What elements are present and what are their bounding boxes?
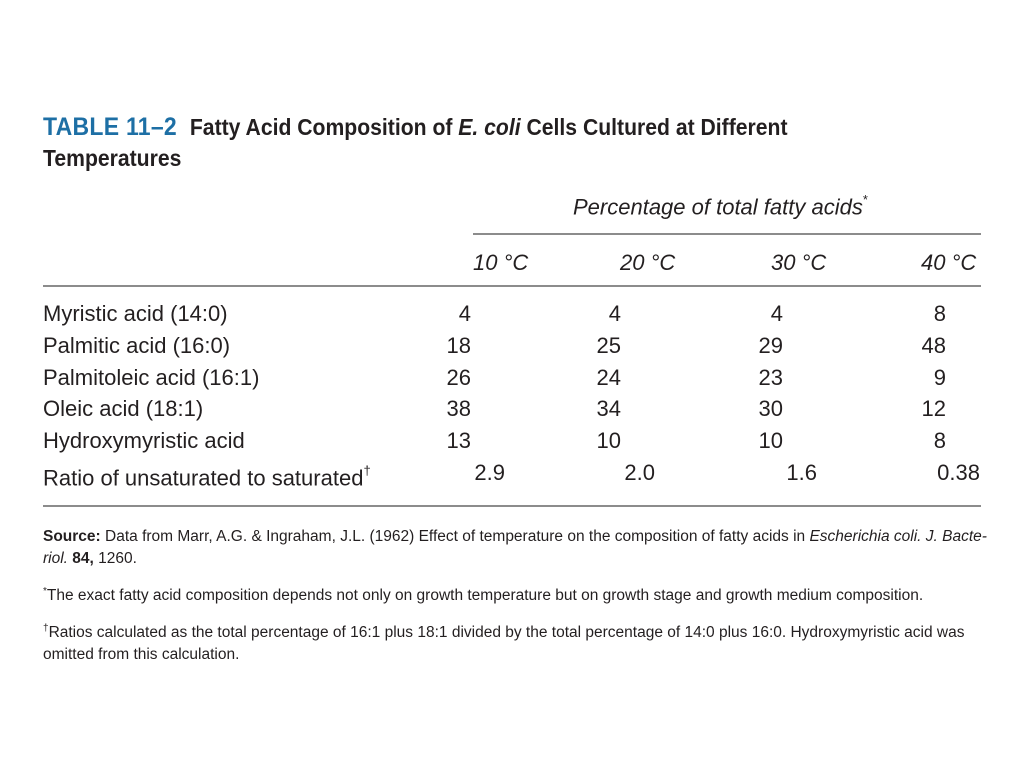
footnote-1 [43, 581, 993, 607]
table-row [43, 298, 981, 330]
row-label [43, 298, 228, 330]
table-cell: 8 [933, 428, 946, 454]
header-rule [43, 285, 981, 287]
table-cell: 0.38 [937, 460, 980, 485]
source-journal: Escherichia coli. J. Bacte-riol. [43, 528, 987, 567]
table-cell: 9 [933, 364, 946, 390]
table-cell: 26 [446, 364, 471, 390]
row-label-text: Ratio of unsaturated to saturated [43, 465, 364, 491]
table-cell: 4 [770, 301, 783, 326]
footnote-2-mark: † [43, 623, 49, 635]
row-label [43, 457, 371, 494]
table-cell: 24 [596, 364, 621, 390]
source-label: Source: [43, 528, 101, 545]
row-label [43, 393, 203, 425]
table-cell: 8 [933, 301, 946, 326]
table-row [43, 393, 981, 425]
table-title [43, 112, 871, 174]
column-header-40c: 40 °C [921, 250, 977, 275]
table-cell: 25 [596, 332, 621, 358]
table-cell: 30 [758, 396, 783, 422]
footnote-2-text: Ratios calculated as the total percentage of 16:1 plus 18:1 divided by the total percentage of 14:0 plus 16:0. Hydroxymyristic acid was omitted from this calculation. [43, 624, 965, 664]
table-row [43, 425, 981, 457]
table-cell: 48 [921, 332, 946, 358]
column-group-header [573, 194, 868, 220]
table-notes [43, 526, 993, 677]
row-label [43, 362, 259, 394]
table-cell: 2.9 [474, 460, 505, 485]
table-cell: 38 [446, 396, 471, 422]
table-bottom-rule [43, 505, 981, 507]
row-label-text: Myristic acid (14:0) [43, 301, 228, 326]
column-header-20c: 20 °C [620, 250, 676, 275]
table-row [43, 330, 981, 362]
caption-part-1: Fatty Acid Composition of [189, 114, 459, 140]
source-text: Data from Marr, A.G. & Ingraham, J.L. (1962) Effect of temperature on the composition of fatty acids in [100, 528, 810, 545]
footnote-1-mark: * [43, 586, 47, 597]
table-cell: 10 [758, 428, 783, 454]
table-cell: 4 [608, 301, 621, 326]
row-label-text: Palmitoleic acid (16:1) [43, 364, 260, 390]
group-header-footnote-mark: * [862, 192, 868, 207]
row-label-text: Oleic acid (18:1) [43, 396, 204, 422]
table-row [43, 457, 981, 489]
group-header-text: Percentage of total fatty acids [573, 194, 863, 220]
row-label [43, 425, 245, 457]
table-cell: 2.0 [624, 460, 655, 485]
row-footnote-mark: † [363, 463, 371, 478]
table-cell: 4 [458, 301, 471, 326]
table-cell: 1.6 [786, 460, 817, 485]
table-cell: 34 [596, 396, 621, 422]
table-number: TABLE 11–2 [43, 113, 178, 141]
table-row [43, 362, 981, 394]
row-label [43, 330, 230, 362]
table-cell: 29 [758, 332, 783, 358]
column-header-10c: 10 °C [473, 250, 529, 275]
table-cell: 10 [596, 428, 621, 454]
caption-organism: E. coli [458, 114, 521, 140]
group-header-rule [473, 233, 981, 235]
table-cell: 13 [446, 428, 471, 454]
footnote-1-text: The exact fatty acid composition depends not only on growth temperature but on growth stage and growth medium composition. [46, 587, 924, 605]
table-cell: 12 [921, 396, 946, 422]
source-note [43, 526, 993, 570]
table-cell: 18 [446, 332, 471, 358]
source-volume: 84, [67, 550, 94, 567]
column-header-30c: 30 °C [771, 250, 827, 275]
source-pages: 1260. [93, 550, 137, 567]
caption-part-2: Cells Cultured at Different Temperatures [43, 114, 788, 171]
table-cell: 23 [758, 364, 783, 390]
footnote-2 [43, 618, 993, 666]
row-label-text: Hydroxymyristic acid [43, 428, 245, 454]
row-label-text: Palmitic acid (16:0) [43, 332, 231, 358]
